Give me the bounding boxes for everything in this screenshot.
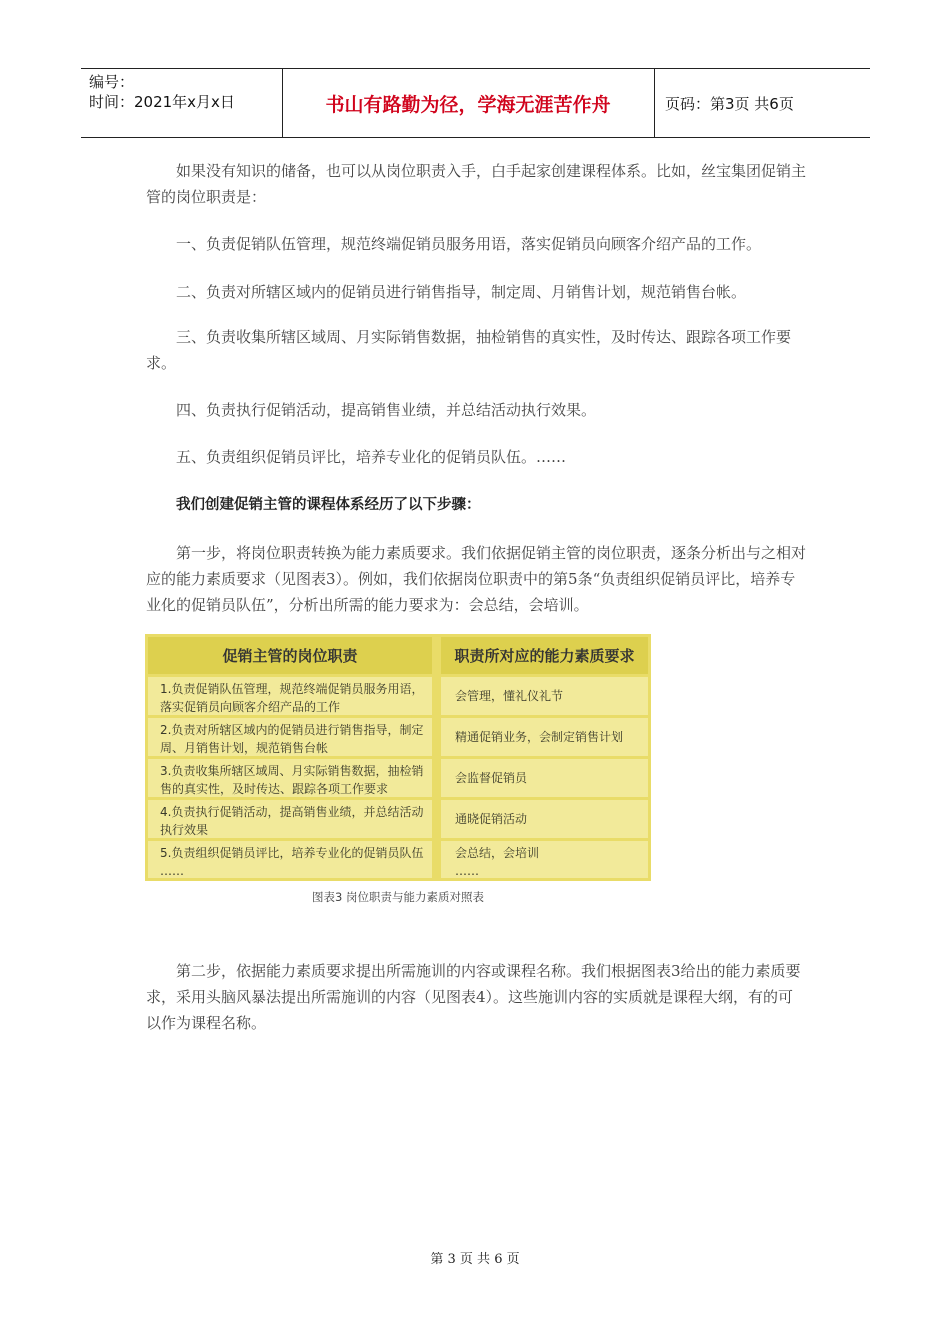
table-cell-competency: 会管理，懂礼仪礼节 [441, 677, 648, 715]
intro-paragraph: 如果没有知识的储备，也可以从岗位职责入手，白手起家创建课程体系。比如，丝宝集团促销主管的岗位职责是： [146, 162, 807, 206]
header-divider [654, 69, 655, 137]
date-label: 时间：2021年x月x日 [89, 93, 235, 111]
table-cell-competency: 通晓促销活动 [441, 800, 648, 838]
step-1-paragraph: 第一步，将岗位职责转换为能力素质要求。我们依据促销主管的岗位职责，逐条分析出与之相对应的能力素质要求（见图表3）。例如，我们依据岗位职责中的第5条“负责组织促销员评比，培养专业化的促销员队伍”，分析出所需的能力要求为：会总结，会培训。 [146, 544, 807, 614]
duty-item-1: 一、负责促销队伍管理，规范终端促销员服务用语，落实促销员向顾客介绍产品的工作。 [176, 235, 762, 253]
table-cell-duty: 5.负责组织促销员评比，培养专业化的促销员队伍 …… [148, 841, 432, 878]
step-2-paragraph: 第二步，依据能力素质要求提出所需施训的内容或课程名称。我们根据图表3给出的能力素质要求，采用头脑风暴法提出所需施训的内容（见图表4）。这些施训内容的实质就是课程大纲，有的可以作为课程名称。 [146, 962, 801, 1032]
duty-competency-table [145, 634, 651, 881]
page-footer: 第 3 页 共 6 页 [430, 1252, 520, 1267]
table-cell-competency: 会监督促销员 [441, 759, 648, 797]
header-page-info: 页码：第3页 共6页 [665, 94, 794, 113]
duty-item-5: 五、负责组织促销员评比，培养专业化的促销员队伍。…… [176, 448, 567, 466]
table-caption: 图表3 岗位职责与能力素质对照表 [312, 890, 484, 904]
header-motto: 书山有路勤为径，学海无涯苦作舟 [325, 93, 611, 116]
duty-item-3: 三、负责收集所辖区域周、月实际销售数据，抽检销售的真实性，及时传达、跟踪各项工作要求。 [146, 328, 792, 372]
duty-item-2: 二、负责对所辖区域内的促销员进行销售指导，制定周、月销售计划，规范销售台帐。 [176, 283, 747, 301]
table-header-duties: 促销主管的岗位职责 [148, 637, 432, 674]
number-label: 编号： [89, 73, 135, 91]
table-cell-duty: 2.负责对所辖区域内的促销员进行销售指导，制定周、月销售计划，规范销售台帐 [148, 718, 432, 756]
table-cell-duty: 1.负责促销队伍管理，规范终端促销员服务用语，落实促销员向顾客介绍产品的工作 [148, 677, 432, 715]
page-header [81, 68, 870, 138]
table-cell-competency: 会总结，会培训 …… [441, 841, 648, 878]
header-meta [89, 72, 235, 112]
duty-item-4: 四、负责执行促销活动，提高销售业绩，并总结活动执行效果。 [176, 401, 597, 419]
table-cell-duty: 4.负责执行促销活动，提高销售业绩，并总结活动执行效果 [148, 800, 432, 838]
table-cell-competency: 精通促销业务，会制定销售计划 [441, 718, 648, 756]
steps-heading: 我们创建促销主管的课程体系经历了以下步骤： [176, 497, 481, 513]
table-header-competencies: 职责所对应的能力素质要求 [441, 637, 648, 674]
table-cell-duty: 3.负责收集所辖区域周、月实际销售数据，抽检销售的真实性，及时传达、跟踪各项工作要求 [148, 759, 432, 797]
